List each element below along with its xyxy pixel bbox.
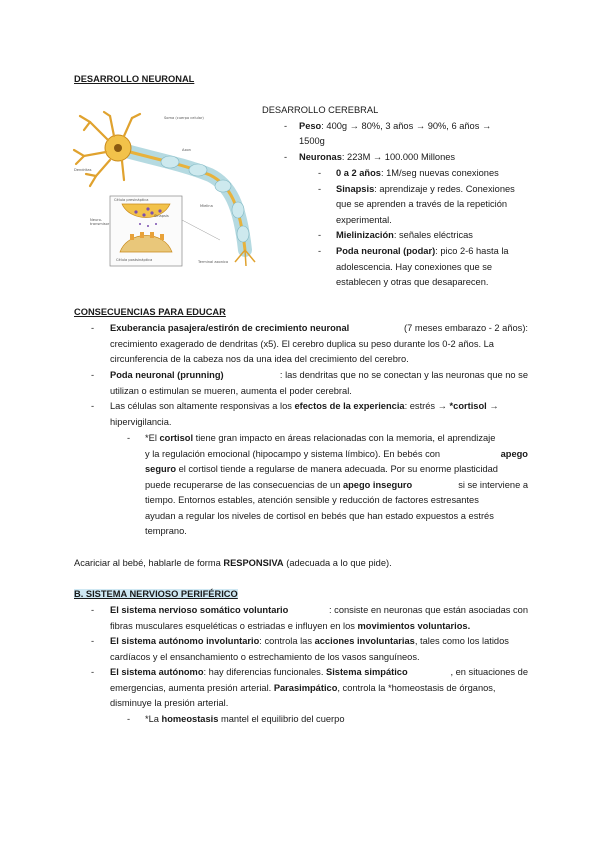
acariciar-post: (adecuada a lo que pide). xyxy=(283,558,392,568)
sistema-2-line-1 xyxy=(110,634,528,650)
sistema-item-3 xyxy=(110,665,528,712)
exuberancia-label: Exuberancia pasajera/estirón de crecimiento neuronal xyxy=(110,323,350,333)
cortisol-line-3 xyxy=(145,462,528,478)
consecuencias-item-2 xyxy=(110,368,528,399)
apego-inseguro-bold: apego inseguro xyxy=(342,479,413,490)
poda-prunning-text: : las dendritas que no se conectan y las neuronas que no se xyxy=(279,370,528,380)
neuron-illustration xyxy=(70,110,270,270)
homeostasis-post: mantel el equilibrio del cuerpo xyxy=(218,714,345,724)
bullet-dash: - xyxy=(318,168,322,178)
cortisol-subitem xyxy=(145,431,528,540)
responsiva-bold: RESPONSIVA xyxy=(223,558,284,568)
label-synapse: Sinapsis xyxy=(154,214,169,218)
autonomo-inv-l1: , tales como los latidos xyxy=(414,636,509,646)
label-neurotransmitter: Neuro-transmisor xyxy=(90,218,110,226)
item-3-line-2: hipervigilancia. xyxy=(110,416,172,427)
poda-text: : pico 2-6 hasta la xyxy=(435,246,509,256)
bullet-dash: - xyxy=(91,401,95,411)
item-3-post: → xyxy=(486,401,499,411)
cortisol-l2: y la regulación emocional (hipocampo y sistema límbico). En bebés con xyxy=(145,448,441,459)
item-3-line-1 xyxy=(110,399,528,415)
sub-mielinizacion xyxy=(336,228,473,244)
seguro-bold: seguro xyxy=(145,464,176,474)
sub-poda xyxy=(336,244,509,260)
label-presynaptic: Célula presináptica xyxy=(114,198,149,202)
autonomo-l1: : hay diferencias funcionales. xyxy=(203,667,326,677)
autonomo-bold: El sistema autónomo xyxy=(110,667,204,677)
bullet-dash: - xyxy=(91,370,95,380)
cortisol-line-7: temprano. xyxy=(145,526,187,536)
somatico-bold: El sistema nervioso somático voluntario xyxy=(110,605,289,615)
bullet-dash: - xyxy=(318,246,322,256)
sistema-heading xyxy=(74,587,238,603)
poda-prunning-label: Poda neuronal (prunning) xyxy=(110,370,224,380)
acciones-bold: acciones involuntarias xyxy=(314,636,415,646)
exuberancia-text: (7 meses embarazo - 2 años): xyxy=(403,323,528,333)
homeostasis-bold: homeostasis xyxy=(161,714,219,724)
autonomo-inv-bold: El sistema autónomo involuntario xyxy=(110,636,260,646)
efectos-label: efectos de la experiencia xyxy=(294,401,405,411)
sinapsis-text: : aprendizaje y redes. Conexiones xyxy=(374,184,515,194)
cortisol-label: *cortisol xyxy=(449,401,487,411)
sistema-1-line-2 xyxy=(110,619,528,635)
poda-line-2: adolescencia. Hay conexiones que se xyxy=(336,262,493,272)
bullet-dash: - xyxy=(91,636,95,646)
homeostasis-pre: *La xyxy=(145,714,162,724)
mielinizacion-label: Mielinización xyxy=(336,230,394,240)
peso-text: : 400g → 80%, 3 años → 90%, 6 años → xyxy=(321,121,492,131)
sinapsis-line-2: que se aprenden a través de la repetición xyxy=(336,199,508,209)
label-postsynaptic: Célula postsináptica xyxy=(116,258,153,262)
simpatico-bold: Sistema simpático xyxy=(326,667,408,677)
autonomo-inv-mid: : controla las xyxy=(259,636,315,646)
item-1-line-3: circunferencia de la cabeza nos da una idea del crecimiento del cerebro. xyxy=(110,354,409,364)
consecuencias-heading: CONSECUENCIAS PARA EDUCAR xyxy=(74,307,226,317)
cortisol-bold: cortisol xyxy=(159,433,194,443)
neuron-figure xyxy=(70,110,270,270)
peso-label: Peso xyxy=(299,121,322,131)
cortisol-line-2 xyxy=(145,447,528,463)
apego-bold: apego xyxy=(500,448,528,459)
sub-0a2 xyxy=(336,166,499,182)
cortisol-line-1 xyxy=(145,431,528,447)
sistema-2-line-2: cardíacos y el ensanchamiento o estrechamiento de los vasos sanguíneos. xyxy=(110,651,420,662)
cortisol-line-4 xyxy=(145,478,528,494)
cortisol-line-6: ayudan a regular los niveles de cortisol en bebés que han estado expuestos a estrés xyxy=(145,510,494,521)
label-axon: Axon xyxy=(182,148,191,152)
label-dendrites: Dendritas xyxy=(74,168,92,172)
bullet-dash: - xyxy=(91,605,95,615)
sistema-3-line-2 xyxy=(110,681,528,697)
sub-0a2-label: 0 a 2 años xyxy=(336,168,381,178)
poda-label: Poda neuronal (podar) xyxy=(336,246,436,256)
cortisol-pre: *El xyxy=(145,433,160,443)
sistema-3-line-1 xyxy=(110,665,528,681)
acariciar-pre: Acariciar al bebé, hablarle de forma xyxy=(74,558,224,568)
neuronas-line xyxy=(299,150,455,166)
cortisol-l4a: puede recuperarse de las consecuencias de un xyxy=(145,479,343,490)
homeostasis-line xyxy=(145,712,345,728)
bullet-dash: - xyxy=(318,184,322,194)
page-title: DESARROLLO NEURONAL xyxy=(74,74,195,84)
movimientos-bold: movimientos voluntarios. xyxy=(357,620,471,631)
bullet-dash: - xyxy=(127,714,131,724)
label-axon-terminal: Terminal axonico xyxy=(198,260,229,264)
label-myelin: Mielina xyxy=(200,204,213,208)
acariciar-line xyxy=(74,556,392,572)
bullet-dash: - xyxy=(284,121,288,131)
sistema-heading-text: B. SISTEMA NERVIOSO PERIFÉRICO xyxy=(74,589,238,599)
bullet-dash: - xyxy=(91,667,95,677)
cortisol-l3: el cortisol tiende a regularse de manera adecuada. Por su enorme plasticidad xyxy=(176,464,498,474)
bullet-dash: - xyxy=(318,230,322,240)
cerebral-heading: DESARROLLO CEREBRAL xyxy=(262,105,379,115)
mielinizacion-text: : señales eléctricas xyxy=(393,230,473,240)
sistema-1-line-1 xyxy=(110,603,528,619)
bullet-dash: - xyxy=(127,433,131,443)
somatico-l2: fibras musculares esqueléticas o estriadas e influyen en los xyxy=(110,620,358,631)
neuronas-label: Neuronas xyxy=(299,152,342,162)
sistema-item-1 xyxy=(110,603,528,634)
parasimpatico-bold: Parasimpático xyxy=(273,682,338,693)
sistema-item-2 xyxy=(110,634,528,665)
label-soma: Soma (cuerpo celular) xyxy=(164,116,204,120)
item-3-pre: Las células son altamente responsivas a los xyxy=(110,401,295,411)
consecuencias-item-3 xyxy=(110,399,528,430)
item-2-line-2: utilizan o estimulan se mueren, aumenta el poder cerebral. xyxy=(110,385,352,396)
sinapsis-label: Sinapsis xyxy=(336,184,375,194)
item-3-mid: : estrés → xyxy=(404,401,450,411)
consecuencias-item-1 xyxy=(110,321,528,368)
sinapsis-line-3: experimental. xyxy=(336,215,392,225)
peso-line xyxy=(299,119,491,135)
bullet-dash: - xyxy=(284,152,288,162)
item-1-line-1 xyxy=(110,321,528,337)
item-2-line-1 xyxy=(110,368,528,384)
autonomo-l2: emergencias, aumenta presión arterial. xyxy=(110,682,274,693)
autonomo-l1b: , en situaciones de xyxy=(450,667,528,677)
sistema-3-line-3: disminuye la presión arterial. xyxy=(110,698,229,708)
bullet-dash: - xyxy=(91,323,95,333)
cortisol-l4b: si se interviene a xyxy=(458,479,528,490)
poda-line-3: establecen y otras que desaparecen. xyxy=(336,277,489,287)
peso-line-2: 1500g xyxy=(299,136,325,146)
somatico-text: : consiste en neuronas que están asociadas con xyxy=(329,605,528,615)
sub-0a2-text: : 1M/seg nuevas conexiones xyxy=(380,168,499,178)
sub-sinapsis xyxy=(336,182,515,198)
autonomo-l2b: , controla la *homeostasis de órganos, xyxy=(337,682,496,693)
cortisol-line-5: tiempo. Entornos estables, atención sensible y reducción de factores estresantes xyxy=(145,495,479,505)
cortisol-l1: tiene gran impacto en áreas relacionadas con la memoria, el aprendizaje xyxy=(193,433,496,443)
item-1-line-2: crecimiento exagerado de dendritas (x5). El cerebro duplica su peso durante los 0-2 años. La xyxy=(110,338,494,349)
neuronas-text: : 223M → 100.000 Millones xyxy=(341,152,456,162)
